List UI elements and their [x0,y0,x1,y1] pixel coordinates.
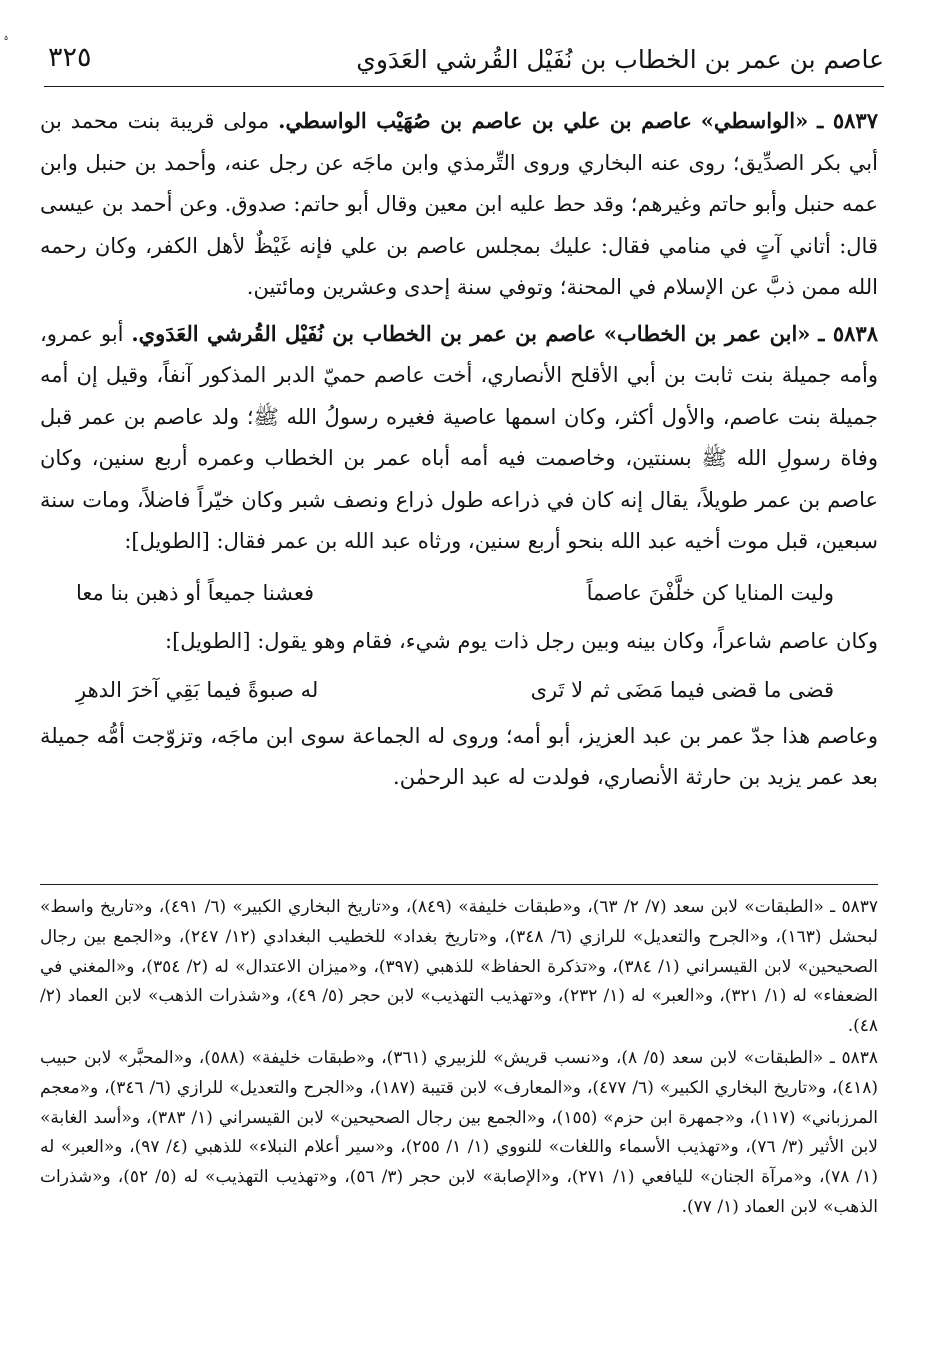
entry-5838 [33,313,878,563]
footnotes [34,884,879,1225]
page-number: ٣٢٥ [48,42,92,73]
verse-line-1 [40,567,878,619]
entry-nickname: «ابن عمر بن الخطاب» [603,320,811,346]
entry-body: أبو عمرو، وأمه جميلة بنت ثابت بن أبي الأقلح الأنصاري، أخت عاصم حميّ الدبر المذكور آنفاً، وقيل إن أمه جميلة بنت عاصم، والأول أكثر، وكان اسمها عاصية فغيره رسولُ الله ﷺ؛ ولد عاصم بن عمر قبل وفاة رسولِ الله ﷺ بسنتين، وخاصمت فيه أمه أباه عمر بن الخطاب وعمره أربع سنين، وكان عاصم بن عمر طويلاً، يقال إنه كان في ذراعه طول ذراع ونصف شبر وكان خيّراً فاضلاً، ومات سنة سبعين، قبل موت أخيه عبد الله بنحو أربع سنين، ورثاه عبد الله بن عمر فقال: [الطويل]: [33,321,878,553]
entry-nickname: «الواسطي» [700,108,809,133]
footnote-number: ٥٨٣٧ ـ [830,897,878,917]
footnote-text: «الطبقات» لابن سعد (٥/ ٨)، و«نسب قريش» للزبيري (٣٦١)، و«طبقات خليفة» (٥٨٨)، و«المحبَّر» لابن حبيب (٤١٨)، و«تاريخ البخاري الكبير» (٦/ ٤٧٧)، و«المعارف» لابن قتيبة (١٨٧)، و«الجرح والتعديل» للرازي (٦/ ٣٤٦)، و«معجم المرزباني» (١١٧)، و«جمهرة ابن حزم» (١٥٥)، و«الجمع بين رجال الصحيحين» لابن القيسراني (١/ ٣٨٣)، و«أسد الغابة» لابن الأثير (٣/ ٧٦)، و«تهذيب الأسماء واللغات» للنووي (١/ ١/ ٢٥٥)، و«سير أعلام النبلاء» للذهبي (٤/ ٩٧)، و«العبر» له (١/ ٧٨)، و«مرآة الجنان» لليافعي (١/ ٢٧١)، و«الإصابة» لابن حجر (٣/ ٥٦)، و«تهذيب التهذيب» له (٥/ ٥٢)، و«شذرات الذهب» لابن العماد (١/ ٧٧). [34,1047,879,1217]
entry-5837 [33,100,878,309]
entry-body: مولى قريبة بنت محمد بن أبي بكر الصدِّيق؛ روى عنه البخاري وروى التِّرمذي وابن ماجَه عن رجل عنه، وأحمد بن حنبل وابن عمه حنبل وأبو حاتم وغيرهم؛ وقد حط عليه ابن معين وقال أبو حاتم: صدوق. وعن أحمد بن عيسى قال: أتاني آتٍ في منامي فقال: عليك بمجلس عاصم بن علي فإنه غَيْظٌ لأهل الكفر، وكان رحمه الله ممن ذبَّ عن الإسلام في المحنة؛ وتوفي سنة إحدى وعشرين ومائتين. [33,109,878,299]
corner-mark: ﮦ [4,28,9,44]
entry-name: عاصم بن عمر بن الخطاب بن نُفَيْل القُرشي العَدَوي. [131,320,597,346]
verse-line-2 [40,664,878,716]
verse-hemistich-second: له صبوةً فيما بَقِي آخرَ الدهرِ [76,677,319,702]
footnote-5837 [34,893,878,1042]
closing-paragraph: وعاصم هذا جدّ عمر بن عبد العزيز، أبو أمه؛ وروى له الجماعة سوى ابن ماجَه، وتزوّجت أمُّه جميلة بعد عمر يزيد بن حارثة الأنصاري، فولدت له عبد الرحمٰن. [33,723,878,789]
footnote-number: ٥٨٣٨ ـ [829,1047,878,1068]
footnote-text: «الطبقات» لابن سعد (٧/ ٢/ ٦٣)، و«طبقات خليفة» (٨٤٩)، و«تاريخ البخاري الكبير» (٦/ ٤٩١)، و«تاريخ واسط» لبحشل (١٦٣)، و«الجرح والتعديل» للرازي (٦/ ٣٤٨)، و«تاريخ بغداد» للخطيب البغدادي (١٢/ ٢٤٧)، و«الجمع بين رجال الصحيحين» لابن القيسراني (١/ ٣٨٤)، و«تذكرة الحفاظ» للذهبي (٣٩٧)، و«ميزان الاعتدال» له (٢/ ٣٥٤)، و«المغني في الضعفاء» له (١/ ٣٢١)، و«العبر» له (١/ ٢٣٢)، و«تهذيب التهذيب» لابن حجر (٥/ ٤٩)، و«شذرات الذهب» لابن العماد (٢/ ٤٨). [34,897,878,1037]
entry-name: عاصم بن علي بن عاصم بن صُهَيْب الواسطي. [278,108,692,133]
verse-intro: وكان عاصم شاعراً، وكان بينه وبين رجل ذات يوم شيء، فقام وهو يقول: [الطويل]: [165,628,878,653]
entry-number: ٥٨٣٧ ـ [817,108,878,133]
verse-hemistich-second: فعشنا جميعاً أو ذهبن بنا معا [76,580,315,605]
main-text [33,100,878,803]
footnote-5838 [34,1044,879,1223]
entry-number: ٥٨٣٨ ـ [818,320,878,346]
page-header [44,38,884,87]
verse-hemistich-first: وليت المنايا كن خلَّفْنَ عاصماً [586,580,834,605]
verse-hemistich-first: قضى ما قضى فيما مَضَى ثم لا تَرى [530,677,834,702]
running-title: عاصم بن عمر بن الخطاب بن نُفَيْل القُرشي العَدَوي [356,45,884,74]
